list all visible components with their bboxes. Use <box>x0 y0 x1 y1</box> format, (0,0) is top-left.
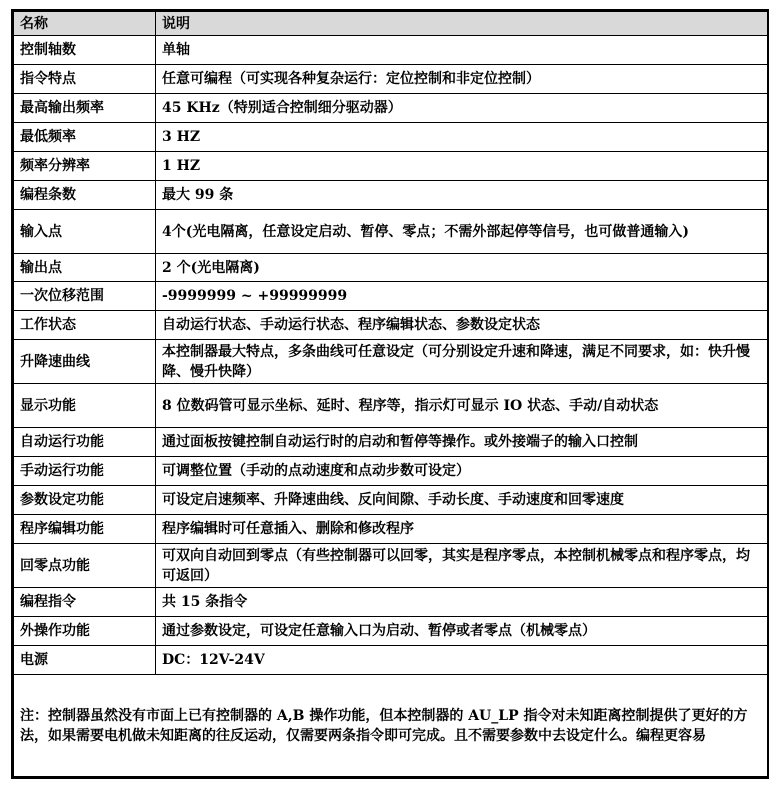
row-description: 共 15 条指令 <box>156 588 768 617</box>
row-name: 编程条数 <box>14 181 156 210</box>
row-name: 回零点功能 <box>14 544 156 588</box>
row-description: -9999999 ~ +99999999 <box>156 282 768 311</box>
table-note-row <box>14 675 768 777</box>
row-name: 控制轴数 <box>14 36 156 65</box>
row-description: 2 个(光电隔离) <box>156 254 768 282</box>
row-name: 程序编辑功能 <box>14 515 156 544</box>
header-name: 名称 <box>14 12 156 36</box>
table-row <box>14 384 768 428</box>
row-description: 通过参数设定，可设定任意输入口为启动、暂停或者零点（机械零点） <box>156 617 768 646</box>
table-row <box>14 428 768 457</box>
table-row <box>14 181 768 210</box>
header-description: 说明 <box>156 12 768 36</box>
table-row <box>14 94 768 123</box>
row-description: 3 HZ <box>156 123 768 152</box>
row-description: 通过面板按键控制自动运行时的启动和暂停等操作。或外接端子的输入口控制 <box>156 428 768 457</box>
table-row <box>14 282 768 311</box>
row-description: 8 位数码管可显示坐标、延时、程序等，指示灯可显示 IO 状态、手动/自动状态 <box>156 384 768 428</box>
table-row <box>14 254 768 282</box>
row-description: 自动运行状态、手动运行状态、程序编辑状态、参数设定状态 <box>156 311 768 340</box>
table-row <box>14 544 768 588</box>
row-description: 任意可编程（可实现各种复杂运行：定位控制和非定位控制） <box>156 65 768 94</box>
row-description: 最大 99 条 <box>156 181 768 210</box>
row-description: 可双向自动回到零点（有些控制器可以回零，其实是程序零点，本控制机械零点和程序零点，均可返回） <box>156 544 768 588</box>
table-row <box>14 36 768 65</box>
table-header-row <box>14 12 768 36</box>
row-name: 电源 <box>14 646 156 675</box>
table-row <box>14 65 768 94</box>
table-row <box>14 486 768 515</box>
row-name: 最高输出频率 <box>14 94 156 123</box>
row-name: 手动运行功能 <box>14 457 156 486</box>
row-description: 程序编辑时可任意插入、删除和修改程序 <box>156 515 768 544</box>
row-description: 1 HZ <box>156 152 768 181</box>
row-name: 自动运行功能 <box>14 428 156 457</box>
row-name: 一次位移范围 <box>14 282 156 311</box>
table-row <box>14 457 768 486</box>
table-row <box>14 588 768 617</box>
row-name: 输出点 <box>14 254 156 282</box>
row-description: 可设定启速频率、升降速曲线、反向间隙、手动长度、手动速度和回零速度 <box>156 486 768 515</box>
table-row <box>14 152 768 181</box>
table-row <box>14 123 768 152</box>
row-name: 指令特点 <box>14 65 156 94</box>
table-row <box>14 340 768 384</box>
row-name: 频率分辨率 <box>14 152 156 181</box>
row-description: 4个(光电隔离，任意设定启动、暂停、零点；不需外部起停等信号，也可做普通输入) <box>156 210 768 254</box>
row-name: 工作状态 <box>14 311 156 340</box>
row-name: 编程指令 <box>14 588 156 617</box>
table-row <box>14 210 768 254</box>
row-description: 可调整位置（手动的点动速度和点动步数可设定） <box>156 457 768 486</box>
row-description: 单轴 <box>156 36 768 65</box>
row-name: 升降速曲线 <box>14 340 156 384</box>
table-row <box>14 617 768 646</box>
row-name: 显示功能 <box>14 384 156 428</box>
row-description: 45 KHz（特别适合控制细分驱动器） <box>156 94 768 123</box>
row-name: 最低频率 <box>14 123 156 152</box>
row-name: 参数设定功能 <box>14 486 156 515</box>
table-row <box>14 311 768 340</box>
table-note: 注：控制器虽然没有市面上已有控制器的 A,B 操作功能，但本控制器的 AU_LP 指令对未知距离控制提供了更好的方法，如果需要电机做未知距离的往反运动，仅需要两条指令即可完成。且不需要参数中去设定什么。编程更容易 <box>14 675 768 777</box>
row-description: DC：12V-24V <box>156 646 768 675</box>
row-description: 本控制器最大特点，多条曲线可任意设定（可分别设定升速和降速，满足不同要求，如：快升慢降、慢升快降） <box>156 340 768 384</box>
table-row <box>14 515 768 544</box>
row-name: 输入点 <box>14 210 156 254</box>
table-row <box>14 646 768 675</box>
row-name: 外操作功能 <box>14 617 156 646</box>
spec-table <box>13 11 768 777</box>
